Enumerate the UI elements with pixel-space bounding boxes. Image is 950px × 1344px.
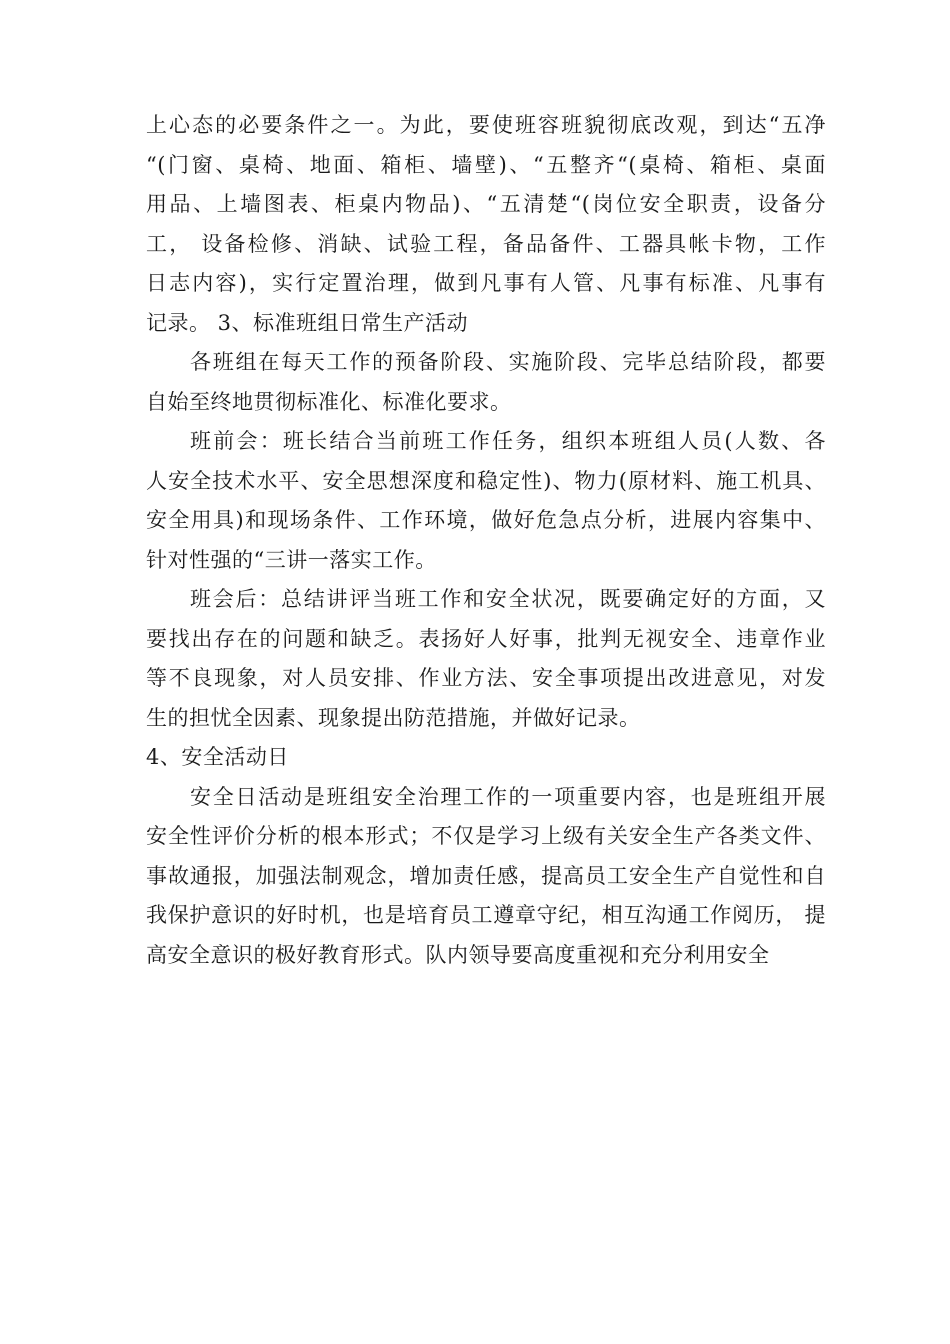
text-line: 针对性强的“三讲一落实工作。 bbox=[146, 547, 437, 572]
text-line: 记录。 3、标准班组日常生产活动 bbox=[146, 310, 469, 335]
text-line: 我保护意识的好时机，也是培育员工遵章守纪，相互沟通工作阅历， 提 bbox=[146, 903, 826, 927]
paragraph-start-line: 班前会：班长结合当前班工作任务，组织本班组人员(人数、各 bbox=[190, 429, 826, 453]
text-line: 用品、上墙图表、柜桌内物品)、“五清楚“(岗位安全职责，设备分 bbox=[146, 192, 826, 216]
text-line: 自始至终地贯彻标准化、标准化要求。 bbox=[146, 389, 512, 414]
text-line: 日志内容)，实行定置治理，做到凡事有人管、凡事有标准、凡事有 bbox=[146, 271, 826, 295]
text-line: 上心态的必要条件之一。为此，要使班容班貌彻底改观，到达“五净 bbox=[146, 113, 826, 137]
text-line: 高安全意识的极好教育形式。队内领导要高度重视和充分利用安全 bbox=[146, 942, 770, 967]
text-line: 要找出存在的问题和缺乏。表扬好人好事，批判无视安全、违章作业 bbox=[146, 626, 826, 651]
text-line: 事故通报，加强法制观念，增加责任感，提高员工安全生产自觉性和自 bbox=[146, 863, 826, 888]
text-line: 安全性评价分析的根本形式；不仅是学习上级有关安全生产各类文件、 bbox=[146, 824, 826, 848]
text-line: 安全用具)和现场条件、工作环境，做好危急点分析，进展内容集中、 bbox=[146, 508, 826, 532]
paragraph-start-line: 安全日活动是班组安全治理工作的一项重要内容，也是班组开展 bbox=[190, 784, 826, 809]
text-line: 工， 设备检修、消缺、试验工程，备品备件、工器具帐卡物，工作 bbox=[146, 231, 826, 256]
text-line: 生的担忧全因素、现象提出防范措施，并做好记录。 bbox=[146, 705, 641, 730]
paragraph-start-line: 班会后：总结讲评当班工作和安全状况，既要确定好的方面，又 bbox=[190, 587, 826, 611]
text-line: 等不良现象，对人员安排、作业方法、安全事项提出改进意见，对发 bbox=[146, 666, 826, 690]
text-line: “(门窗、桌椅、地面、箱柜、墙壁)、“五整齐“(桌椅、箱柜、桌面 bbox=[146, 152, 826, 177]
paragraph-start-line: 各班组在每天工作的预备阶段、实施阶段、完毕总结阶段，都要 bbox=[190, 350, 826, 374]
section-heading: 4、安全活动日 bbox=[146, 745, 289, 769]
text-line: 人安全技术水平、安全思想深度和稳定性)、物力(原材料、施工机具、 bbox=[146, 468, 826, 493]
document-body bbox=[146, 106, 826, 975]
